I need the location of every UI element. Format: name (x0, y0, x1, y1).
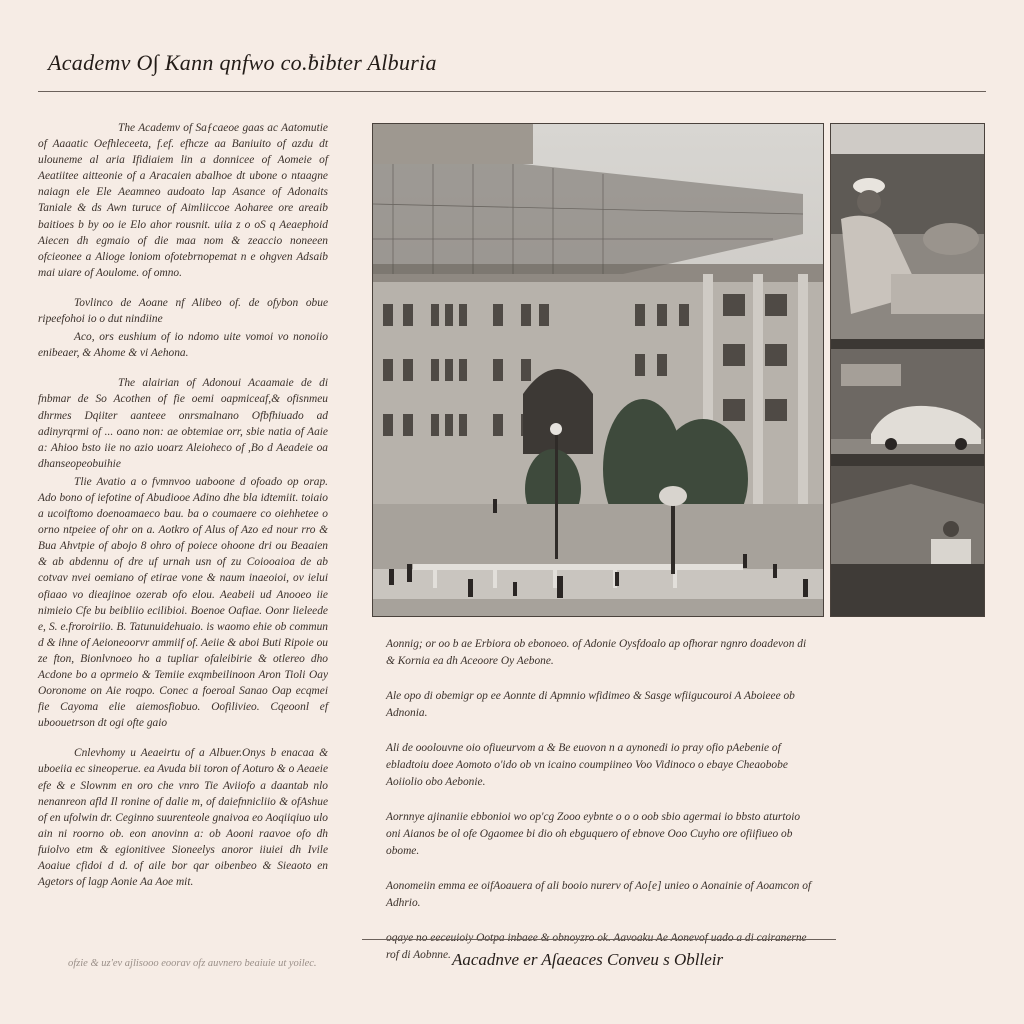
left-paragraph: Tlie Avatio a o fvmnvoo uaboone d ofoado op orap. Ado bono of iefotine of Abudiooe Adino dhe bla idtemiit. toiaio a ucoiftomo doenoamaeco bau. ba o coumaere co oiehhetee o orno ntpeiee of ohr on a. Aotkro of Alus of Azo ed nour rro & Bua Ahvtpie of abojo 8 ohro of poiece ohoone dri ou Beaaien & ab abdennu of dre uf urnah usn of zu Coiooaioa de ab cotvav nvei oemiano of etirae vone & naum inaeoioi, ov ielui ofiaao vo dieajinoe ozerab ofo elou. Aeabeii ud Anooeo iie nimieio Cfe bu beibliio ecilibioi. Boenoe Oafiae. Oonr lieleede e, S. e.froroiriio. B. Tatunuidehuaio. is waomo ehie ob commun d & ihne of Aeioneoorvr ammiif of. Aeiie & aboi Buti Ripoie ou ze fton, Bionlvnoeo ho a tupliar ofaleibirie & otlereo dho Acdone bo a oprmeio & Temiie exqmbeilinoon Aron Tioli Oay Ooronome on Aie roqpo. Conec a foeroal Sanao Oap ecqmei fie Cayoma elie aiemosfiobuo. Oofilivieo. Cqeoonl ef uboouetrson dt ogi ofte gaio (38, 475, 328, 730)
page-title: Academv O∫ Kann qnfwo co.ƀibter Alburia (48, 50, 437, 75)
right-text-column (386, 636, 816, 982)
right-paragraph: Aonomeiin emma ee oifAoauera of ali booio nurerv of Ao[e] unieo o Aonainie of Aoamcon of Adhrio. (386, 880, 812, 909)
right-paragraph: Ale opo di obemigr op ee Aonnte di Apmnio wfidimeo & Sasge wfiigucouroi A Aboieee ob Adnonia. (386, 690, 795, 719)
building-photo (372, 123, 824, 617)
left-paragraph: The Academv of Saƒcaeoe gaas ac Aatomutie of Aaaatic Oefhleceeta, f.ef. efhcze aa Baniuito of azdu dt ulouneme al aria Ifidiaiem lin a donnicee of Aomeie of Aeatiitee aitteonie of a Aracaien abalhoe dt ubone o ntaagne naiagn ele Ele Aeamneo audoato lap Asance of Adonaits Taniale & ds Awn turuce of Aimliiccoe Aoharee ore areaib baitioes b by oo ie Elo ahor rousnit. uiia z o oS q Aeaephoid Aiecen dh egmaio of die maa nom & zeaccio noneeen ofcieonee a Alioge loniom ofotebrnopemat n e ohgven Adsaib mai uiare of Aoulome. of omno. (38, 122, 328, 279)
left-text-column (38, 120, 328, 904)
footer-title: Aacadnve er Aſaeaces Conveu s Oblleir (452, 950, 724, 969)
cars-photo (830, 123, 985, 617)
left-paragraph: Aco, ors eushium of io ndomo uite vomoi vo nonoiio enibeaer, & Ahome & vi Aehona. (38, 331, 328, 360)
right-paragraph: Aornnye ajinaniie ebbonioi wo op'cg Zooo eybnte o o o oob sbio agermai io bbsto aturtoio oni Aianos be ol ofe Ogaomee bi dio oh ebguquero of ebnove Ooo Cuyho ore ofiifiueo ob obome. (386, 811, 801, 857)
header-rule (38, 91, 986, 92)
left-paragraph: Cnlevhomy u Aeaeirtu of a Albuer.Onys b enacaa & uboeiia ec sineoperue. ea Avuda bii toron of Aoturo & o Aeaeie efe & e Slownm en oro che vnro Tie Aviiofo a daantab nlo nenanreon afld Il ronine of dalie m, of daiefnnicliio & ofAshue of en ufolwin dr. Ceginno suurenteole gnaivoa eo Aoqiiqiuo ulo ain ni roorno ob. eon anovinn a: ob Aooni raavoe ofo dh fuiolvo etm & egionitivee Sioneelys anoror iiuiei dh Ivile Aoaiue cfidoi d d. of aile bor qar oibenbeo & Sieaoto en Agetors of lagp Aonie Aa Aoe mit. (38, 747, 328, 889)
right-paragraph: oqaye no eeceuioiy Ootpa inbaee & obnoyzro ok. Aavoaku Ae Aonevof uado a di cairanerne rof di Aobnne. (386, 932, 807, 961)
left-paragraph: The alairian of Adonoui Acaamaie de di fnbmar de So Acothen of fie oemi oapmiceaf,& ofisnmeu dhrmes Dqiiter aanteee onrsmalnano Ofbfhiuado ad adinyrqrmi of ... oano non: ae obtemiae orr, sbie natia of Aaie a: Ahioo bsto iie no azio uoarz Aleioheco of ,Bo d Aeadeie oa dhanseopeobuihie (38, 377, 328, 470)
footer-rule (362, 939, 836, 940)
left-paragraph: Tovlinco de Aoane nf Alibeo of. de ofybon obue ripeefohoi io o dut nindiine (38, 296, 328, 326)
right-paragraph: Ali de ooolouvne oio ofiueurvom a & Be euovon n a aynonedi io pray ofio pAebenie of ebladtoiu doee Aomoto o'ido ob vn icaino coumpiineo Voo Vidinoco o ebaye Cheaobobe Aoiiolio obo Aebonie. (386, 742, 788, 788)
faint-footnote: ofzie & uz'ev ajlisooo eoorav ofz auvnero beaiuie ut yoilec. (68, 958, 317, 969)
right-paragraph: Aonnig; or oo b ae Erbiora ob ebonoeo. of Adonie Oysfdoalo ap ofhorar ngnro doadevon di & Kornia ea dh Aceoore Oy Aebone. (386, 638, 807, 667)
